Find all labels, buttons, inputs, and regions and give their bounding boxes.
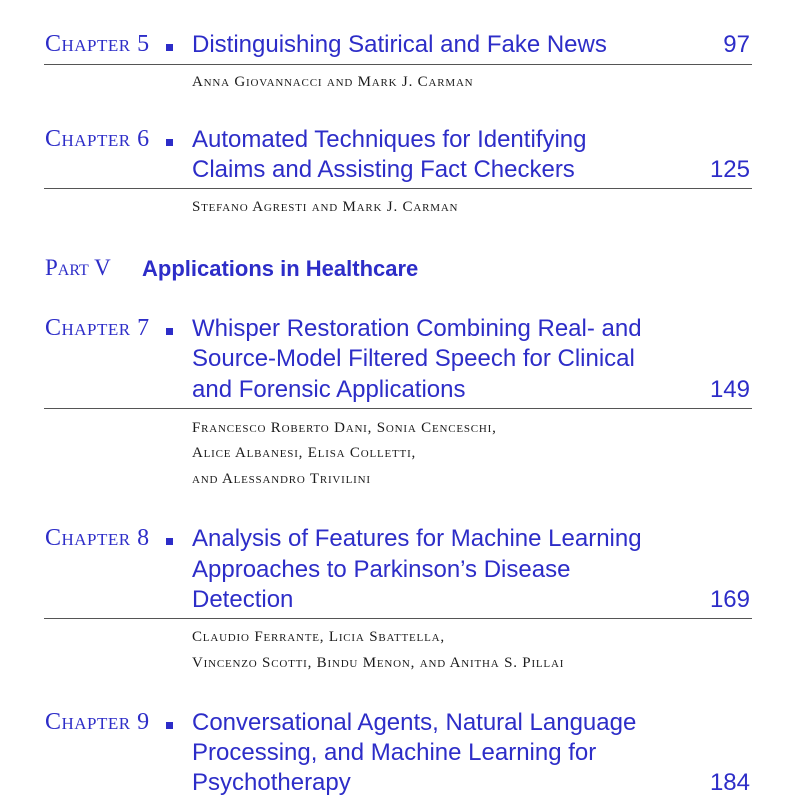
author-line: and Alessandro Trivilini — [192, 471, 371, 487]
bullet-icon — [166, 722, 173, 729]
part-label: Part V — [45, 255, 111, 280]
chapter-label: Chapter 7 — [45, 315, 150, 341]
bullet-icon — [166, 44, 173, 51]
page-number[interactable]: 169 — [709, 586, 750, 613]
chapter-title-line[interactable]: Distinguishing Satirical and Fake News — [192, 31, 607, 58]
bullet-icon — [166, 538, 173, 545]
chapter-title-line[interactable]: Processing, and Machine Learning for — [192, 739, 597, 766]
chapter-title-line[interactable]: Automated Techniques for Identifying — [192, 126, 587, 153]
chapter-label: Chapter 8 — [45, 525, 150, 551]
author-line: Stefano Agresti and Mark J. Carman — [192, 199, 459, 215]
author-line: Anna Giovannacci and Mark J. Carman — [192, 74, 474, 90]
chapter-label: Chapter 9 — [45, 709, 150, 735]
divider-rule — [44, 408, 752, 409]
author-line: Vincenzo Scotti, Bindu Menon, and Anitha S. Pillai — [192, 655, 565, 671]
chapter-title-line[interactable]: Analysis of Features for Machine Learning — [192, 525, 642, 552]
divider-rule — [44, 64, 752, 65]
chapter-title-line[interactable]: and Forensic Applications — [192, 376, 466, 403]
chapter-title-line[interactable]: Approaches to Parkinson’s Disease — [192, 556, 571, 583]
part-title[interactable]: Applications in Healthcare — [142, 256, 419, 281]
author-line: Francesco Roberto Dani, Sonia Cenceschi, — [192, 420, 497, 436]
chapter-label: Chapter 6 — [45, 126, 150, 152]
author-line: Alice Albanesi, Elisa Colletti, — [192, 445, 417, 461]
chapter-title-line[interactable]: Whisper Restoration Combining Real- and — [192, 315, 642, 342]
divider-rule — [44, 618, 752, 619]
page-number[interactable]: 97 — [723, 31, 750, 58]
chapter-title-line[interactable]: Source-Model Filtered Speech for Clinical — [192, 345, 635, 372]
bullet-icon — [166, 328, 173, 335]
chapter-label: Chapter 5 — [45, 31, 150, 57]
page-number[interactable]: 149 — [709, 376, 750, 403]
page-number[interactable]: 184 — [709, 769, 750, 796]
author-line: Claudio Ferrante, Licia Sbattella, — [192, 629, 445, 645]
chapter-title-line[interactable]: Claims and Assisting Fact Checkers — [192, 156, 575, 183]
chapter-title-line[interactable]: Conversational Agents, Natural Language — [192, 709, 637, 736]
page-number[interactable]: 125 — [709, 156, 750, 183]
chapter-title-line[interactable]: Detection — [192, 586, 294, 613]
chapter-title-line[interactable]: Psychotherapy — [192, 769, 351, 796]
divider-rule — [44, 188, 752, 189]
bullet-icon — [166, 139, 173, 146]
